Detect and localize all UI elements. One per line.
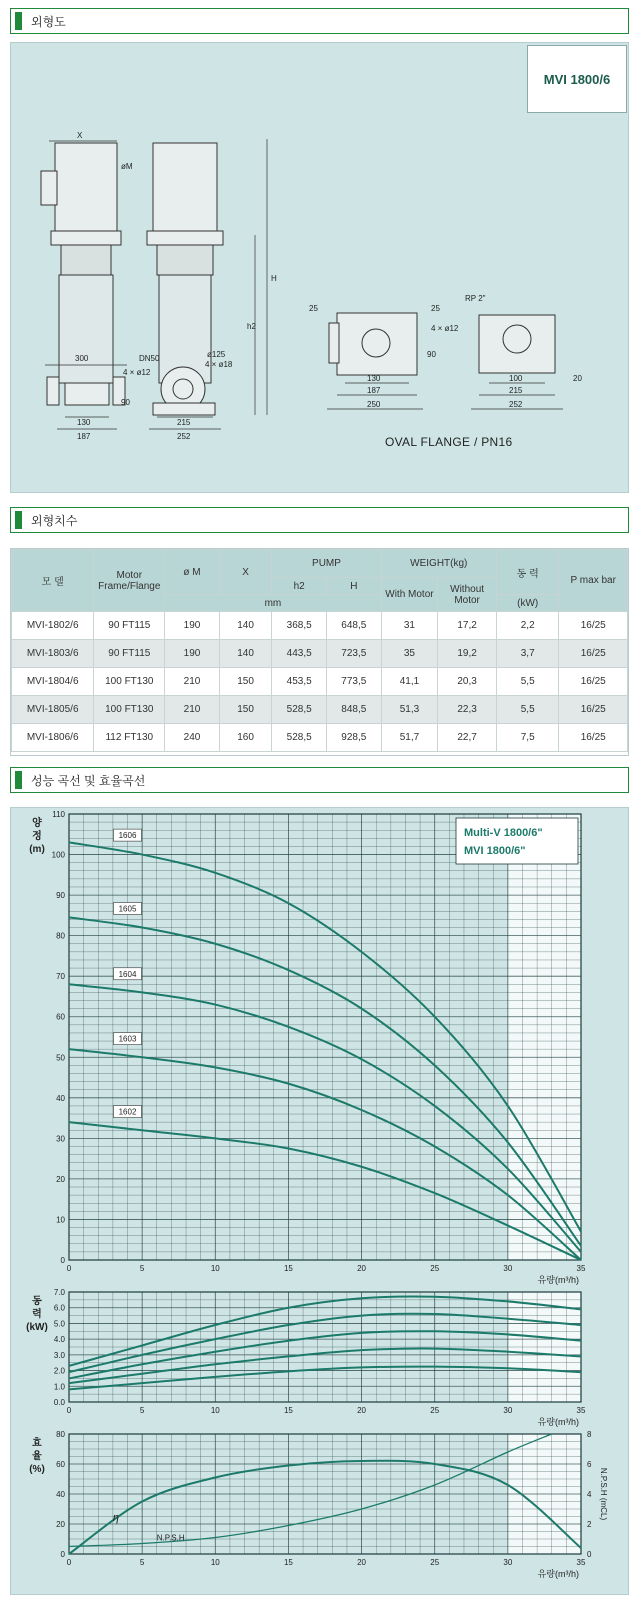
- table-cell: 240: [165, 724, 220, 752]
- y-tick-label: 30: [56, 1134, 65, 1144]
- series-label: η: [112, 1512, 119, 1524]
- chart-title-box: [456, 818, 578, 864]
- th-pump: PUMP: [272, 550, 381, 578]
- table-cell: 31: [381, 612, 438, 640]
- x-tick-label: 25: [430, 1264, 440, 1273]
- y2-tick-label: 4: [587, 1490, 592, 1499]
- flange-bore: [173, 379, 193, 399]
- table-cell: 17,2: [438, 612, 497, 640]
- label-bolt-18: 4 × ø18: [205, 360, 233, 369]
- section-title: 성능 곡선 및 효율곡선: [31, 774, 146, 788]
- x-tick-label: 10: [210, 1264, 220, 1273]
- table-cell: 528,5: [272, 724, 327, 752]
- table-cell: 7,5: [496, 724, 559, 752]
- label-130: 130: [77, 418, 91, 427]
- label-20: 20: [573, 374, 582, 383]
- motor-flange-front: [147, 231, 223, 245]
- dimension-table: [11, 549, 628, 752]
- x-tick-label: 35: [576, 1558, 586, 1567]
- table-cell: MVI-1803/6: [12, 640, 94, 668]
- table-cell: 140: [219, 640, 272, 668]
- chart-title-line-1: Multi-V 1800/6": [464, 827, 543, 839]
- th-weight: WEIGHT(kg): [381, 550, 496, 578]
- y-tick-label: 20: [56, 1520, 65, 1529]
- y-tick-label: 80: [56, 1430, 65, 1439]
- chart-title-line-2: MVI 1800/6": [464, 845, 526, 857]
- x-tick-label: 10: [210, 1558, 220, 1567]
- table-row: [12, 696, 628, 724]
- table-cell: 16/25: [559, 640, 628, 668]
- dimension-table-panel: [10, 548, 629, 756]
- table-cell: 19,2: [438, 640, 497, 668]
- label-252: 252: [177, 432, 191, 441]
- label-bolt-c: 4 × ø12: [431, 324, 459, 333]
- coupling-side: [61, 245, 111, 275]
- y-tick-label: 60: [56, 1460, 65, 1469]
- y-tick-label: 7.0: [53, 1288, 65, 1297]
- label-130b: 130: [367, 374, 381, 383]
- coupling-front: [157, 245, 213, 275]
- table-cell: 723,5: [326, 640, 381, 668]
- label-215: 215: [177, 418, 191, 427]
- label-252b: 252: [509, 400, 523, 409]
- table-cell: 5,5: [496, 696, 559, 724]
- th-h2: h2: [272, 578, 327, 595]
- table-cell: 51,7: [381, 724, 438, 752]
- series-label: N.P.S.H: [156, 1533, 185, 1543]
- y-tick-label: 0: [60, 1550, 65, 1559]
- table-cell: MVI-1805/6: [12, 696, 94, 724]
- table-cell: 22,7: [438, 724, 497, 752]
- x-tick-label: 35: [576, 1406, 586, 1415]
- table-cell: 928,5: [326, 724, 381, 752]
- x-tick-label: 15: [283, 1264, 293, 1273]
- x-tick-label: 10: [210, 1406, 220, 1415]
- performance-chart-panel: [10, 807, 629, 1595]
- table-cell: 100 FT130: [94, 668, 165, 696]
- label-215b: 215: [509, 386, 523, 395]
- th-with-motor: With Motor: [381, 578, 438, 612]
- x-axis-label: 유량(m³/h): [537, 1569, 579, 1579]
- label-187: 187: [77, 432, 91, 441]
- label-h2: h2: [247, 322, 256, 331]
- table-cell: 90 FT115: [94, 612, 165, 640]
- series-line: [69, 1461, 581, 1554]
- table-cell: 210: [165, 696, 220, 724]
- x-tick-label: 20: [357, 1558, 367, 1567]
- y-tick-label: 100: [51, 850, 65, 860]
- y-tick-label: 2.0: [53, 1366, 65, 1376]
- x-tick-label: 5: [139, 1264, 145, 1273]
- series-line: [69, 1434, 552, 1547]
- table-cell: 16/25: [559, 724, 628, 752]
- label-d125: ø125: [207, 350, 226, 359]
- y-axis-label: 력: [32, 1309, 42, 1320]
- section-header-dimensions: [10, 507, 629, 533]
- table-cell: 443,5: [272, 640, 327, 668]
- series-line: [69, 842, 581, 1231]
- flange-left: [47, 377, 59, 405]
- table-cell: 5,5: [496, 668, 559, 696]
- motor-body-front: [153, 143, 217, 233]
- table-cell: 16/25: [559, 696, 628, 724]
- motor-terminal-box: [41, 171, 57, 205]
- label-dn50: DN50: [139, 354, 160, 363]
- table-cell: 22,3: [438, 696, 497, 724]
- label-25b: 25: [431, 304, 440, 313]
- y-axis-label: 정: [32, 831, 42, 842]
- table-cell: 773,5: [326, 668, 381, 696]
- model-label-box: MVI 1800/6: [527, 45, 627, 113]
- base-front: [153, 403, 215, 415]
- table-cell: 150: [219, 668, 272, 696]
- th-h: H: [326, 578, 381, 595]
- label-90b: 90: [427, 350, 436, 359]
- base-plan-1-bore: [362, 329, 390, 357]
- x-tick-label: 0: [66, 1558, 72, 1567]
- y-tick-label: 40: [56, 1093, 65, 1103]
- section-header-performance: [10, 767, 629, 793]
- y-tick-label: 5.0: [53, 1319, 65, 1329]
- y-tick-label: 90: [56, 891, 65, 901]
- table-cell: 648,5: [326, 612, 381, 640]
- y-tick-label: 80: [56, 931, 65, 941]
- y-tick-label: 4.0: [53, 1335, 65, 1345]
- y-tick-label: 6.0: [53, 1303, 65, 1313]
- y-axis-label: (m): [29, 844, 45, 855]
- y-tick-label: 0.0: [53, 1398, 65, 1407]
- table-cell: MVI-1804/6: [12, 668, 94, 696]
- y-tick-label: 110: [52, 810, 65, 819]
- y-axis-label: (kW): [26, 1322, 48, 1333]
- y-tick-label: 70: [56, 972, 65, 982]
- y-tick-label: 50: [56, 1053, 65, 1063]
- table-cell: 150: [219, 696, 272, 724]
- table-row: [12, 640, 628, 668]
- table-cell: 16/25: [559, 668, 628, 696]
- table-cell: 140: [219, 612, 272, 640]
- x-tick-label: 5: [139, 1558, 145, 1567]
- th-pmax: P max bar: [559, 550, 628, 612]
- label-187b: 187: [367, 386, 381, 395]
- label-bolt-a: 4 × ø12: [123, 368, 151, 377]
- y-axis-label: (%): [29, 1464, 45, 1475]
- table-row: [12, 724, 628, 752]
- x-tick-label: 25: [430, 1558, 440, 1567]
- label-rp: RP 2": [465, 294, 486, 303]
- y2-tick-label: 0: [587, 1550, 592, 1559]
- series-line: [69, 984, 581, 1252]
- y-tick-label: 3.0: [53, 1350, 65, 1360]
- section-marker: [15, 12, 22, 30]
- label-300: 300: [75, 354, 89, 363]
- x-tick-label: 30: [503, 1406, 513, 1415]
- table-cell: 16/25: [559, 612, 628, 640]
- table-cell: 190: [165, 640, 220, 668]
- x-axis-label: 유량(m³/h): [537, 1275, 579, 1285]
- series-label: 1604: [118, 969, 137, 979]
- motor-flange-side: [51, 231, 121, 245]
- y-tick-label: 1.0: [53, 1382, 65, 1392]
- x-tick-label: 35: [576, 1264, 586, 1273]
- table-cell: 190: [165, 612, 220, 640]
- y-tick-label: 40: [56, 1490, 65, 1499]
- table-cell: 100 FT130: [94, 696, 165, 724]
- section-title: 외형도: [31, 15, 66, 29]
- table-cell: 35: [381, 640, 438, 668]
- y-axis-label: 효: [32, 1438, 42, 1449]
- x-tick-label: 20: [357, 1406, 367, 1415]
- y-axis-label: 율: [32, 1451, 42, 1462]
- x-tick-label: 15: [283, 1558, 293, 1567]
- outline-drawing-panel: [10, 42, 629, 493]
- table-cell: 3,7: [496, 640, 559, 668]
- table-cell: MVI-1806/6: [12, 724, 94, 752]
- table-cell: 90 FT115: [94, 640, 165, 668]
- y2-tick-label: 8: [587, 1430, 592, 1439]
- th-model: 모 델: [12, 550, 94, 612]
- table-cell: 528,5: [272, 696, 327, 724]
- y2-tick-label: 2: [587, 1520, 592, 1529]
- table-cell: 41,1: [381, 668, 438, 696]
- pump-casing-side: [59, 275, 113, 383]
- table-cell: 112 FT130: [94, 724, 165, 752]
- label-100: 100: [509, 374, 523, 383]
- label-250: 250: [367, 400, 381, 409]
- table-row: [12, 668, 628, 696]
- x-tick-label: 25: [430, 1406, 440, 1415]
- table-cell: 20,3: [438, 668, 497, 696]
- base-plan-2-bore: [503, 325, 531, 353]
- th-motor: Motor Frame/Flange: [94, 550, 165, 612]
- table-cell: 368,5: [272, 612, 327, 640]
- label-x: X: [77, 131, 83, 140]
- label-phi-m: øM: [121, 162, 133, 171]
- table-cell: 2,2: [496, 612, 559, 640]
- y-tick-label: 60: [56, 1012, 65, 1022]
- label-h: H: [271, 274, 277, 283]
- x-axis-label: 유량(m³/h): [537, 1417, 579, 1427]
- th-phi-m: ø M: [165, 550, 220, 595]
- motor-body-side: [55, 143, 117, 233]
- x-tick-label: 20: [357, 1264, 367, 1273]
- table-cell: 51,3: [381, 696, 438, 724]
- series-label: 1605: [118, 904, 137, 914]
- th-power: 동 력: [496, 550, 559, 595]
- base-plan-1-flange: [329, 323, 339, 363]
- th-kw: (kW): [496, 595, 559, 612]
- base-side: [65, 383, 109, 405]
- y-tick-label: 0: [60, 1256, 65, 1265]
- table-cell: 160: [219, 724, 272, 752]
- x-tick-label: 30: [503, 1264, 513, 1273]
- y2-axis-label: N.P.S.H (mCL): [599, 1467, 608, 1521]
- y2-tick-label: 6: [587, 1460, 592, 1469]
- flange-caption: OVAL FLANGE / PN16: [385, 435, 513, 449]
- x-tick-label: 15: [283, 1406, 293, 1415]
- y-axis-label: 양: [32, 818, 42, 829]
- y-tick-label: 10: [56, 1215, 65, 1225]
- x-tick-label: 0: [66, 1264, 72, 1273]
- performance-charts: [11, 808, 628, 1594]
- table-row: [12, 612, 628, 640]
- section-title: 외형치수: [31, 514, 78, 528]
- th-without-motor: Without Motor: [438, 578, 497, 612]
- table-cell: 210: [165, 668, 220, 696]
- section-marker: [15, 771, 22, 789]
- label-25a: 25: [309, 304, 318, 313]
- series-label: 1603: [118, 1034, 137, 1044]
- x-tick-label: 30: [503, 1558, 513, 1567]
- y-tick-label: 20: [56, 1174, 65, 1184]
- table-cell: MVI-1802/6: [12, 612, 94, 640]
- label-90: 90: [121, 398, 130, 407]
- table-cell: 848,5: [326, 696, 381, 724]
- series-label: 1606: [118, 831, 137, 841]
- series-label: 1602: [118, 1107, 137, 1117]
- th-mm: mm: [165, 595, 381, 612]
- section-header-outline: [10, 8, 629, 34]
- section-marker: [15, 511, 22, 529]
- table-cell: 453,5: [272, 668, 327, 696]
- y-axis-label: 동: [32, 1296, 42, 1307]
- x-tick-label: 0: [66, 1406, 72, 1415]
- x-tick-label: 5: [139, 1406, 145, 1415]
- th-x: X: [219, 550, 272, 595]
